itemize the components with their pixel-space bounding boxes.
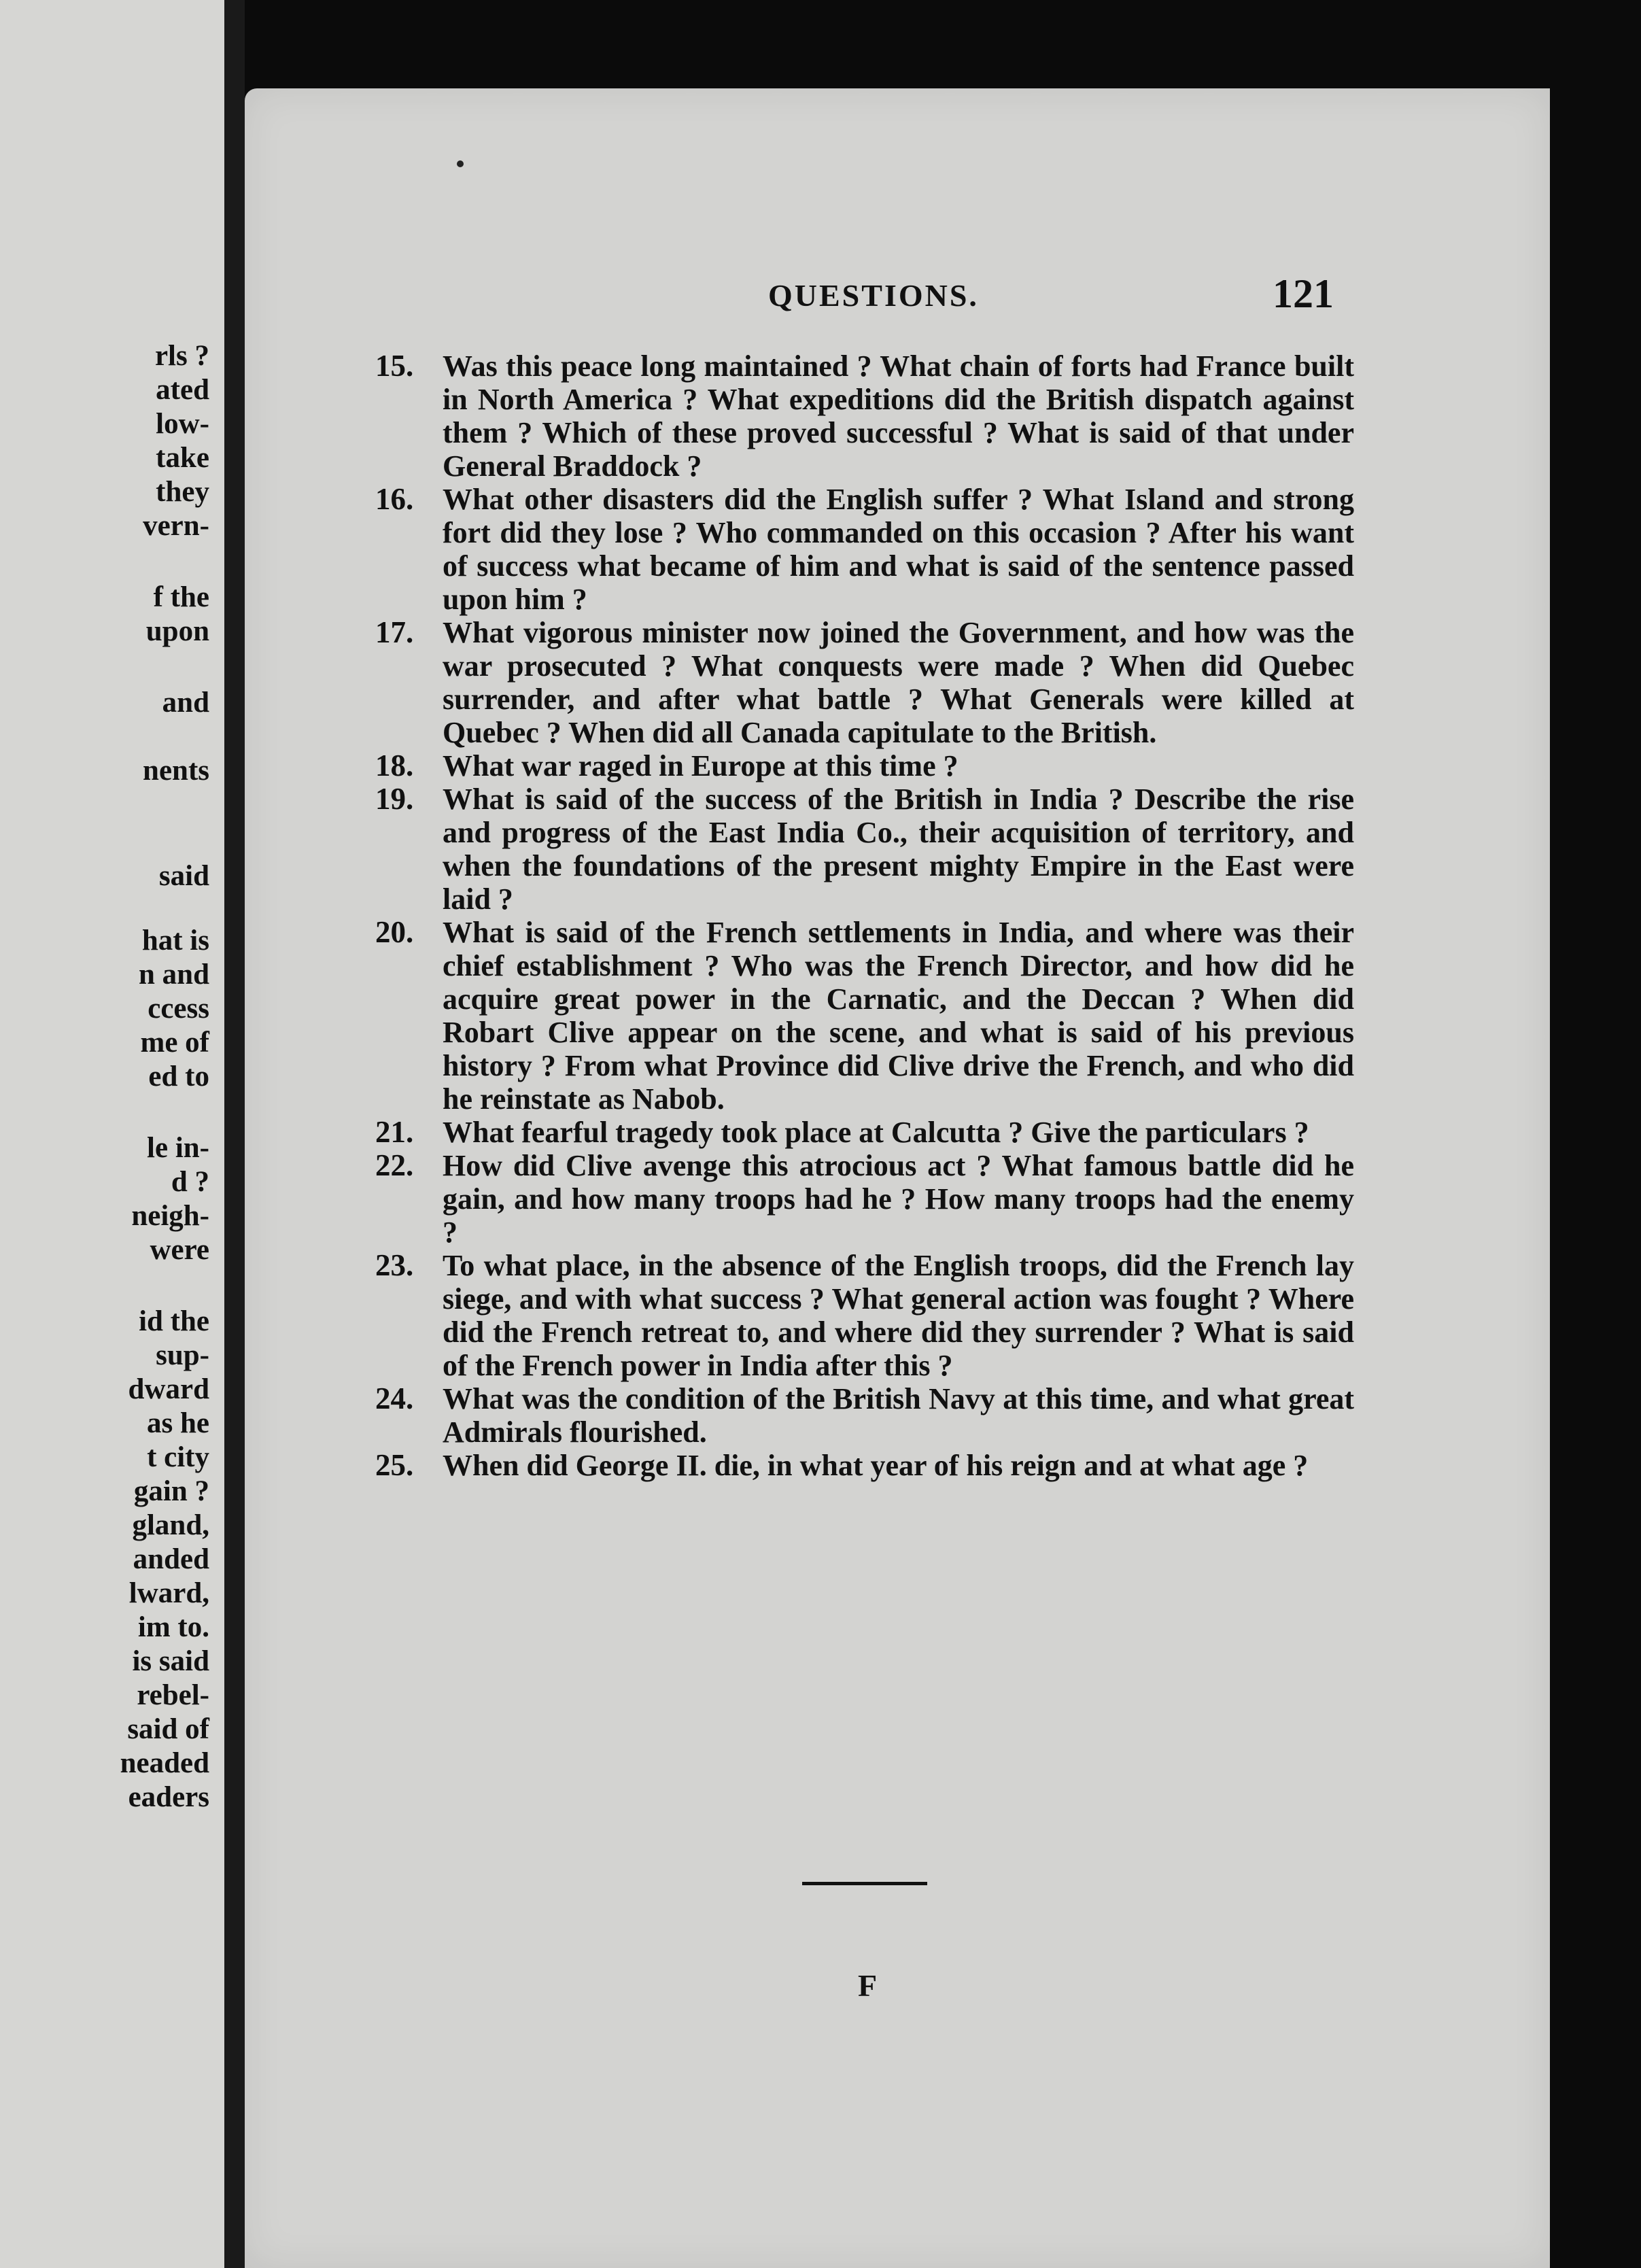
left-fragment: they [156, 476, 209, 508]
question-number: 17. [375, 615, 414, 649]
left-fragment: hat is [141, 925, 209, 957]
left-fragment: eaders [128, 1781, 209, 1813]
question-number: 22. [375, 1148, 414, 1182]
question-text: What war raged in Europe at this time ? [443, 749, 958, 783]
left-fragment: d ? [171, 1166, 209, 1198]
left-fragment: id the [139, 1305, 209, 1337]
left-fragment: le in- [147, 1132, 209, 1164]
question-item [375, 1149, 1354, 1249]
question-text: How did Clive avenge this atrocious act ? What famous battle did he gain, and how many troops had he ? How many troops had the enemy ? [443, 1149, 1354, 1249]
left-fragment: f the [153, 581, 209, 613]
question-text: Was this peace long maintained ? What chain of forts had France built in North America ? What expeditions did the British dispatch against them ? Which of these proved successful ? What is said of that under General Braddock ? [443, 349, 1354, 483]
left-fragment: rebel- [137, 1679, 209, 1711]
section-rule [802, 1882, 927, 1885]
book-page [245, 88, 1550, 2268]
left-fragment: upon [145, 615, 209, 647]
question-item [375, 916, 1354, 1116]
left-fragment: neigh- [131, 1200, 209, 1232]
left-fragment: ccess [148, 993, 209, 1025]
question-number: 24. [375, 1381, 414, 1415]
question-item [375, 349, 1354, 483]
question-text: What is said of the French settlements in India, and where was their chief establishment ? Who was the French Director, and how did he acquire great power in the Carnatic, and the Deccan ? When did Robart Clive appear on the scene, and what is said of his previous history ? From what Province did Clive drive the French, and who did he reinstate as Nabob. [443, 916, 1354, 1116]
question-item [375, 1249, 1354, 1382]
left-fragment: ed to [148, 1061, 209, 1093]
question-text: What is said of the success of the British in India ? Describe the rise and progress of the East India Co., their acquisition of territory, and when the foundations of the present mighty Empire in the East were laid ? [443, 783, 1354, 916]
question-list [375, 349, 1354, 1482]
left-fragment: vern- [143, 510, 209, 542]
left-fragment: take [156, 442, 209, 474]
question-text: To what place, in the absence of the English troops, did the French lay siege, and with what success ? What general action was fought ? Where did the French retreat to, and where did they surrender ? What is said of the French power in India after this ? [443, 1249, 1354, 1382]
left-fragment: t city [147, 1441, 209, 1473]
question-number: 16. [375, 482, 414, 516]
question-text: What other disasters did the English suffer ? What Island and strong fort did they lose ? Who commanded on this occasion ? After his want of success what became of him and what is said of the sentence passed upon him ? [443, 483, 1354, 616]
question-item [375, 749, 1354, 783]
page-header [245, 271, 1550, 325]
question-number: 20. [375, 915, 414, 949]
adjacent-page-fragment [0, 0, 224, 2268]
question-text: What fearful tragedy took place at Calcutta ? Give the particulars ? [443, 1116, 1309, 1149]
book-gutter [224, 0, 245, 2268]
question-number: 25. [375, 1448, 414, 1482]
question-number: 15. [375, 349, 414, 383]
left-fragment: neaded [120, 1747, 209, 1779]
left-fragment: is said [132, 1645, 209, 1677]
question-item [375, 483, 1354, 616]
question-item [375, 1116, 1354, 1149]
left-fragment: anded [133, 1543, 209, 1575]
left-fragment: me of [140, 1027, 209, 1059]
running-head: QUESTIONS. [768, 278, 979, 313]
left-fragment: and [162, 687, 209, 719]
left-fragment: ated [156, 374, 209, 406]
left-fragment: gain ? [133, 1475, 209, 1507]
left-fragment: rls ? [154, 340, 209, 372]
question-number: 21. [375, 1115, 414, 1149]
left-fragment: nents [143, 755, 209, 787]
left-fragment: n and [139, 959, 209, 991]
left-fragment: im to. [137, 1611, 209, 1643]
signature-mark: F [858, 1968, 878, 2003]
left-fragment: dward [128, 1373, 209, 1405]
question-text: What vigorous minister now joined the Government, and how was the war prosecuted ? What conquests were made ? When did Quebec surrender, and after what battle ? What Generals were killed at Quebec ? When did all Canada capitulate to the British. [443, 616, 1354, 749]
question-number: 18. [375, 749, 414, 783]
left-fragment: said of [127, 1713, 209, 1745]
question-number: 23. [375, 1248, 414, 1282]
left-fragment: lward, [128, 1577, 209, 1609]
ink-speck [457, 160, 464, 167]
left-fragment: gland, [132, 1509, 209, 1541]
question-item [375, 783, 1354, 916]
left-fragment: sup- [156, 1339, 209, 1371]
question-item [375, 616, 1354, 749]
question-text: What was the condition of the British Navy at this time, and what great Admirals flourished. [443, 1382, 1354, 1449]
scan-border [1550, 88, 1641, 2268]
left-fragment: were [150, 1234, 209, 1266]
left-fragment: said [158, 860, 209, 892]
page-number: 121 [1273, 271, 1334, 316]
question-number: 19. [375, 782, 414, 816]
question-item [375, 1382, 1354, 1449]
left-fragment: low- [156, 408, 209, 440]
question-item [375, 1449, 1354, 1482]
left-fragment: as he [147, 1407, 209, 1439]
question-text: When did George II. die, in what year of his reign and at what age ? [443, 1449, 1309, 1482]
